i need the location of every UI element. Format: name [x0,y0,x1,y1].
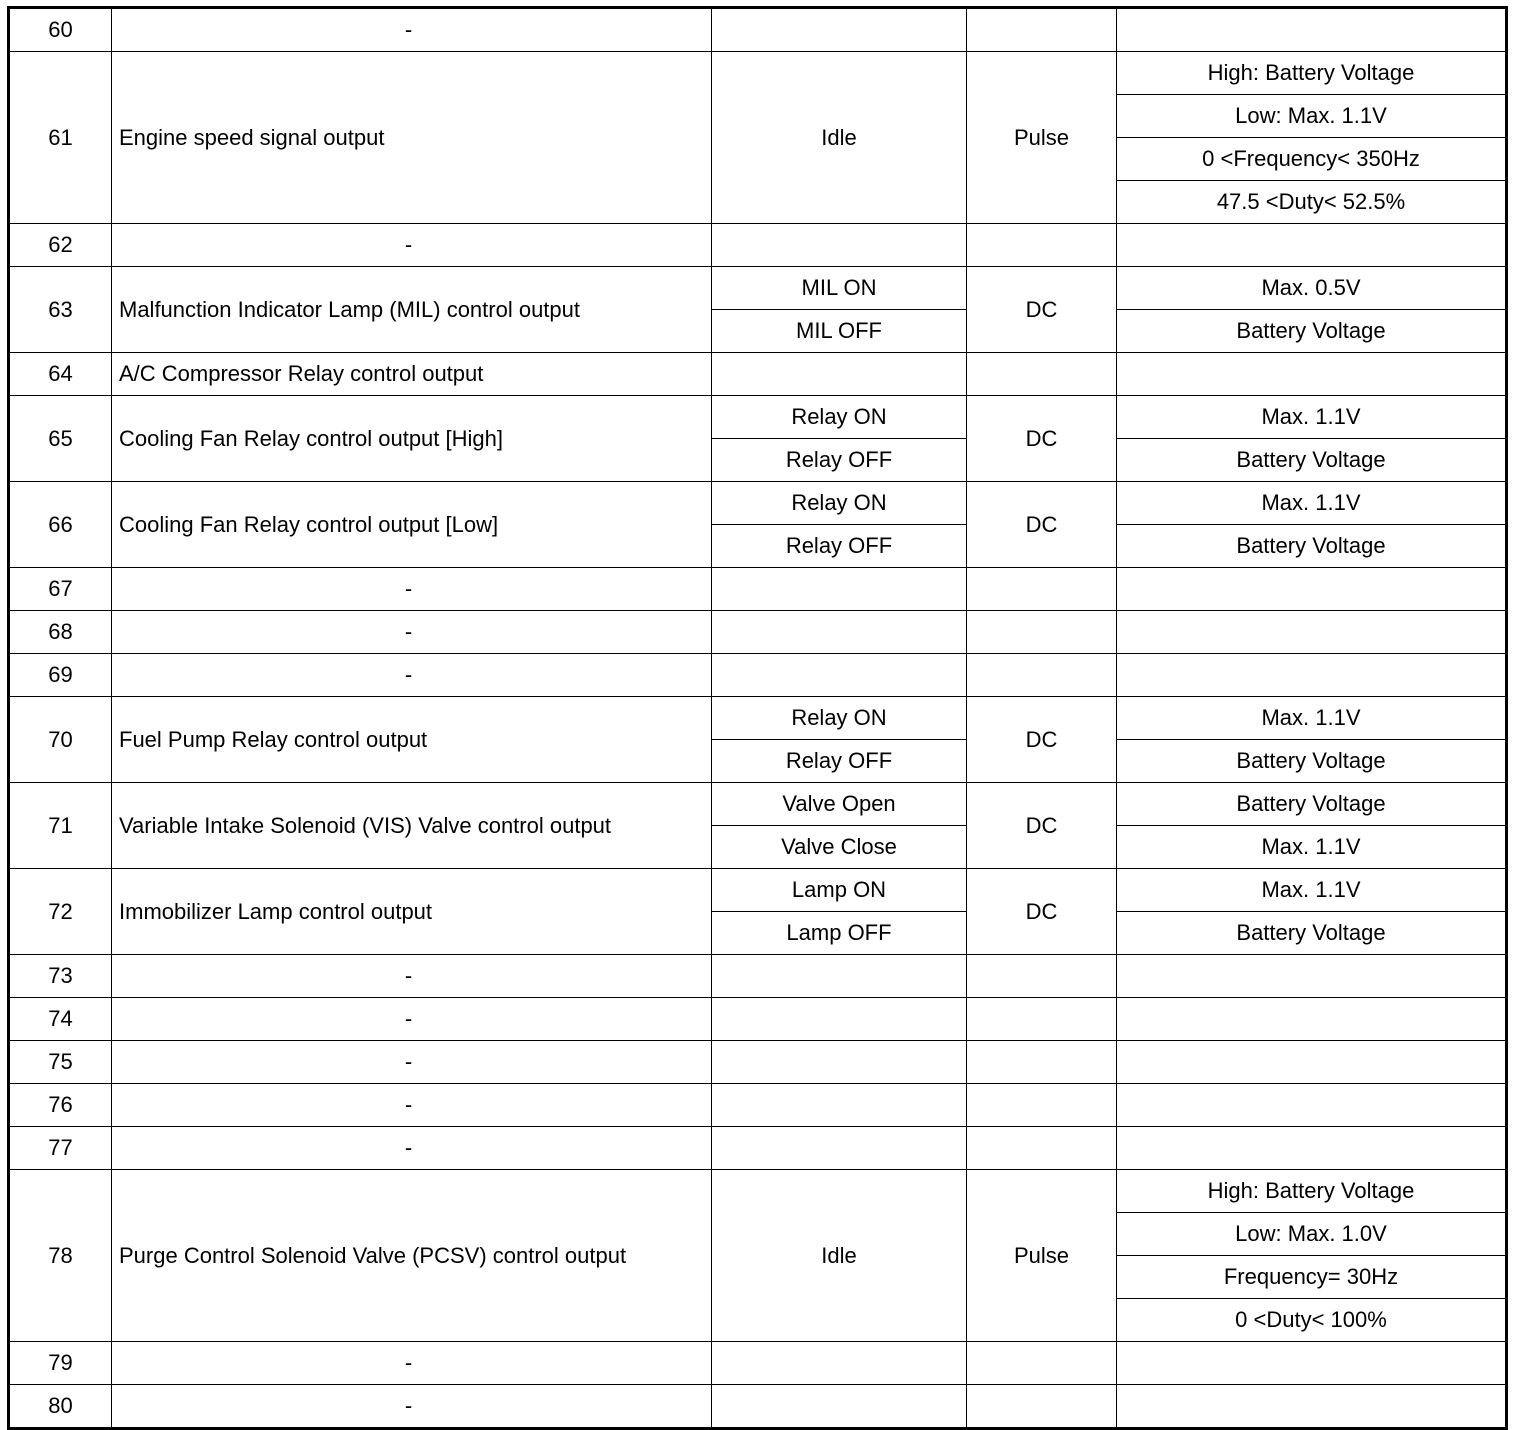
pin-description: Cooling Fan Relay control output [High] [112,396,712,482]
pin-description: Malfunction Indicator Lamp (MIL) control output [112,267,712,353]
level-cell [1117,1385,1507,1429]
signal-type-cell [967,998,1117,1041]
table-row [9,482,1507,525]
level-cell: Battery Voltage [1117,439,1507,482]
level-cell [1117,568,1507,611]
table-row [9,1127,1507,1170]
signal-type-cell [967,611,1117,654]
pin-number: 66 [9,482,112,568]
table-row [9,1170,1507,1213]
pin-description: Immobilizer Lamp control output [112,869,712,955]
pin-number: 61 [9,52,112,224]
level-cell: Max. 0.5V [1117,267,1507,310]
signal-type-cell [967,1342,1117,1385]
pin-description: Cooling Fan Relay control output [Low] [112,482,712,568]
condition-cell: Relay OFF [712,439,967,482]
pin-number: 72 [9,869,112,955]
condition-cell: MIL ON [712,267,967,310]
table-row [9,1385,1507,1429]
pin-description: - [112,1041,712,1084]
level-cell: Battery Voltage [1117,310,1507,353]
pin-number: 78 [9,1170,112,1342]
pin-description: - [112,1342,712,1385]
pin-description: Fuel Pump Relay control output [112,697,712,783]
level-cell [1117,1127,1507,1170]
signal-type-cell [967,353,1117,396]
signal-type-cell [967,955,1117,998]
level-cell: Battery Voltage [1117,525,1507,568]
level-cell [1117,353,1507,396]
pin-description: - [112,998,712,1041]
signal-type-cell [967,8,1117,52]
signal-type-cell [967,1084,1117,1127]
signal-type-cell: DC [967,783,1117,869]
condition-cell [712,353,967,396]
condition-cell [712,8,967,52]
level-cell: Max. 1.1V [1117,482,1507,525]
table-row [9,8,1507,52]
signal-type-cell [967,1127,1117,1170]
pin-description: Engine speed signal output [112,52,712,224]
pin-description: - [112,1127,712,1170]
pin-description: - [112,654,712,697]
condition-cell [712,611,967,654]
signal-type-cell: DC [967,396,1117,482]
level-cell: 47.5 <Duty< 52.5% [1117,181,1507,224]
pin-number: 75 [9,1041,112,1084]
table-row [9,998,1507,1041]
level-cell: Max. 1.1V [1117,869,1507,912]
condition-cell: Relay ON [712,482,967,525]
table-row [9,1342,1507,1385]
table-row [9,568,1507,611]
pin-table-body [9,8,1507,1429]
signal-type-cell [967,568,1117,611]
pin-description: - [112,611,712,654]
condition-cell [712,955,967,998]
pin-number: 60 [9,8,112,52]
table-row [9,955,1507,998]
level-cell: Max. 1.1V [1117,396,1507,439]
pin-description: A/C Compressor Relay control output [112,353,712,396]
level-cell: Battery Voltage [1117,783,1507,826]
pin-number: 65 [9,396,112,482]
table-row [9,1084,1507,1127]
pin-number: 68 [9,611,112,654]
condition-cell [712,1127,967,1170]
table-row [9,654,1507,697]
table-row [9,353,1507,396]
pin-number: 76 [9,1084,112,1127]
pin-number: 64 [9,353,112,396]
pin-description: - [112,1084,712,1127]
table-row [9,1041,1507,1084]
pin-number: 69 [9,654,112,697]
pin-description: - [112,568,712,611]
table-row [9,783,1507,826]
pin-number: 73 [9,955,112,998]
level-cell [1117,998,1507,1041]
condition-cell [712,224,967,267]
table-row [9,267,1507,310]
level-cell [1117,224,1507,267]
signal-type-cell: DC [967,697,1117,783]
level-cell: High: Battery Voltage [1117,52,1507,95]
pin-description: Purge Control Solenoid Valve (PCSV) control output [112,1170,712,1342]
condition-cell: Idle [712,1170,967,1342]
signal-type-cell: DC [967,267,1117,353]
pin-number: 74 [9,998,112,1041]
condition-cell: Lamp OFF [712,912,967,955]
table-row [9,611,1507,654]
condition-cell: Valve Open [712,783,967,826]
level-cell [1117,955,1507,998]
condition-cell: Relay OFF [712,740,967,783]
pin-number: 62 [9,224,112,267]
pin-number: 67 [9,568,112,611]
condition-cell [712,1084,967,1127]
pin-description: - [112,1385,712,1429]
pin-description: - [112,224,712,267]
pin-number: 71 [9,783,112,869]
pin-number: 79 [9,1342,112,1385]
table-row [9,396,1507,439]
condition-cell [712,1041,967,1084]
condition-cell: Relay OFF [712,525,967,568]
level-cell: Max. 1.1V [1117,697,1507,740]
table-row [9,869,1507,912]
level-cell: Battery Voltage [1117,912,1507,955]
level-cell: 0 <Duty< 100% [1117,1299,1507,1342]
pin-description: Variable Intake Solenoid (VIS) Valve control output [112,783,712,869]
condition-cell: Relay ON [712,396,967,439]
condition-cell: Valve Close [712,826,967,869]
pin-number: 77 [9,1127,112,1170]
signal-type-cell [967,224,1117,267]
signal-type-cell: DC [967,869,1117,955]
level-cell: Frequency= 30Hz [1117,1256,1507,1299]
level-cell [1117,1084,1507,1127]
pin-description: - [112,8,712,52]
level-cell: Max. 1.1V [1117,826,1507,869]
level-cell [1117,8,1507,52]
pin-number: 70 [9,697,112,783]
level-cell: High: Battery Voltage [1117,1170,1507,1213]
signal-type-cell [967,1385,1117,1429]
condition-cell [712,654,967,697]
table-row [9,697,1507,740]
signal-type-cell [967,1041,1117,1084]
condition-cell: Lamp ON [712,869,967,912]
pin-description: - [112,955,712,998]
condition-cell [712,568,967,611]
condition-cell: Idle [712,52,967,224]
signal-type-cell: Pulse [967,52,1117,224]
condition-cell [712,1342,967,1385]
level-cell [1117,654,1507,697]
signal-type-cell: DC [967,482,1117,568]
pin-number: 63 [9,267,112,353]
condition-cell: MIL OFF [712,310,967,353]
pin-table [7,6,1508,1430]
signal-type-cell [967,654,1117,697]
signal-type-cell: Pulse [967,1170,1117,1342]
pin-number: 80 [9,1385,112,1429]
level-cell [1117,1342,1507,1385]
condition-cell [712,1385,967,1429]
table-row [9,224,1507,267]
level-cell: 0 <Frequency< 350Hz [1117,138,1507,181]
condition-cell: Relay ON [712,697,967,740]
level-cell: Low: Max. 1.1V [1117,95,1507,138]
level-cell [1117,611,1507,654]
condition-cell [712,998,967,1041]
level-cell [1117,1041,1507,1084]
level-cell: Battery Voltage [1117,740,1507,783]
table-row [9,52,1507,95]
level-cell: Low: Max. 1.0V [1117,1213,1507,1256]
